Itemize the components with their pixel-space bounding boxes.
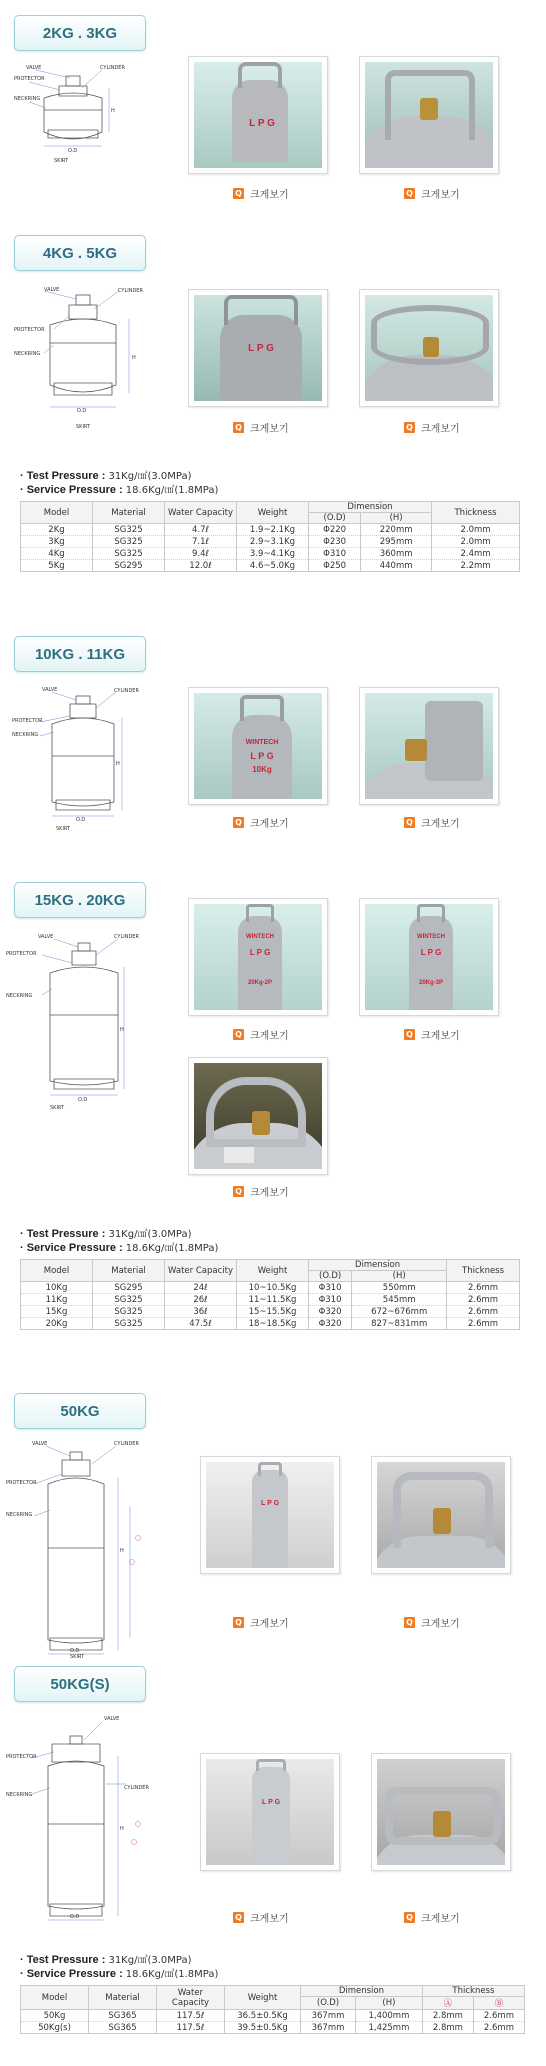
- label-neckring: NECKRING: [6, 1512, 33, 1518]
- table-cell: 20Kg: [21, 1318, 93, 1330]
- zoom-label: 크게보기: [421, 819, 460, 830]
- label-valve: VALVE: [38, 934, 54, 940]
- zoom-label: 크게보기: [250, 1188, 289, 1199]
- table-cell: Φ230: [309, 536, 361, 548]
- table-cell: 12.0ℓ: [165, 560, 237, 572]
- label-neckring: NECKRING: [6, 1792, 33, 1798]
- photo-brand-text: WINTECH: [246, 934, 274, 940]
- label-protector: PROTECTOR: [6, 1480, 37, 1486]
- table-cell: 15~15.5Kg: [237, 1306, 309, 1318]
- service-pressure: · Service Pressure : 18.6Kg/㎠(1.8MPa): [20, 484, 219, 496]
- section-title-10kg-11kg: [14, 636, 146, 672]
- label-h: H: [111, 108, 115, 114]
- magnify-icon: Q: [404, 422, 415, 433]
- table-cell: Φ220: [309, 524, 361, 536]
- table-cell: SG365: [89, 2022, 157, 2034]
- label-cylinder: CYLINDER: [114, 1441, 139, 1447]
- photo-size-text: 20Kg-2P: [247, 980, 272, 986]
- label-cylinder: CYLINDER: [114, 688, 139, 694]
- photo-brand-text: WINTECH: [417, 934, 445, 940]
- table-cell: 11Kg: [21, 1294, 93, 1306]
- table-cell: 545mm: [352, 1294, 447, 1306]
- table-cell: Φ310: [309, 548, 361, 560]
- label-h: H: [120, 1826, 124, 1832]
- table-cell: 2.9~3.1Kg: [237, 536, 309, 548]
- photo-lpg-text: L P G: [261, 1799, 281, 1806]
- col-model: Model: [21, 1260, 93, 1282]
- section-title-text: 2KG . 3KG: [42, 24, 118, 42]
- col-od: (O.D): [301, 1997, 356, 2010]
- photo-2kg-valve[interactable]: [359, 56, 499, 174]
- table-cell: 10~10.5Kg: [237, 1282, 309, 1294]
- spec-table-small: [20, 501, 520, 572]
- label-skirt: SKIRT: [76, 424, 91, 430]
- magnify-icon: Q: [233, 817, 244, 828]
- photo-size-text: 20Kg-3P: [418, 980, 443, 986]
- zoom-label: 크게보기: [250, 424, 289, 435]
- section-title-15kg-20kg: [14, 882, 146, 918]
- table-row: [21, 560, 520, 572]
- col-thickness: Thickness: [447, 1260, 520, 1282]
- label-skirt: SKIRT: [56, 826, 71, 832]
- table-cell: SG295: [93, 1282, 165, 1294]
- table-cell: 7.1ℓ: [165, 536, 237, 548]
- table-cell: 367mm: [301, 2010, 356, 2022]
- table-row: [21, 2022, 525, 2034]
- col-dimension: Dimension: [309, 502, 432, 513]
- col-thickness-b: Ⓑ: [473, 1997, 524, 2010]
- label-protector: PROTECTOR: [6, 951, 37, 957]
- label-h: H: [120, 1548, 124, 1554]
- table-cell: 440mm: [361, 560, 432, 572]
- table-cell: 10Kg: [21, 1282, 93, 1294]
- col-thickness: Thickness: [431, 502, 519, 524]
- zoom-label: 크게보기: [421, 1914, 460, 1925]
- col-material: Material: [89, 1986, 157, 2010]
- label-od: O.D: [76, 817, 86, 823]
- zoom-button[interactable]: [233, 1910, 289, 1925]
- table-cell: 117.5ℓ: [157, 2022, 225, 2034]
- label-valve: VALVE: [26, 65, 42, 71]
- table-cell: 36ℓ: [165, 1306, 237, 1318]
- photo-lpg-text: L P G: [249, 118, 275, 129]
- label-od: O.D: [68, 148, 78, 154]
- spec-table-large: [20, 1985, 525, 2034]
- magnify-icon: Q: [233, 1029, 244, 1040]
- section-title-text: 50KG: [60, 1402, 100, 1420]
- section-title-2kg-3kg: [14, 15, 146, 51]
- photo-size-text: 10Kg: [252, 765, 272, 774]
- col-material: Material: [93, 1260, 165, 1282]
- col-h: (H): [361, 513, 432, 524]
- photo-lpg-text: L P G: [248, 343, 274, 354]
- table-row: [21, 524, 520, 536]
- table-cell: 3Kg: [21, 536, 93, 548]
- col-h: (H): [352, 1271, 447, 1282]
- photo-50kg-front[interactable]: [200, 1456, 340, 1574]
- col-h: (H): [356, 1997, 423, 2010]
- table-cell: 11~11.5Kg: [237, 1294, 309, 1306]
- test-pressure: · Test Pressure : 31Kg/㎠(3.0MPa): [20, 1228, 192, 1240]
- label-valve: VALVE: [32, 1441, 48, 1447]
- table-cell: 2.6mm: [447, 1282, 520, 1294]
- label-h: H: [132, 355, 136, 361]
- zoom-button[interactable]: [404, 186, 460, 201]
- col-water-capacity: Water Capacity: [165, 502, 237, 524]
- table-row: [21, 1306, 520, 1318]
- table-cell: 18~18.5Kg: [237, 1318, 309, 1330]
- zoom-label: 크게보기: [421, 190, 460, 201]
- table-cell: 9.4ℓ: [165, 548, 237, 560]
- cylinder-diagram-2kg: [14, 64, 149, 189]
- label-od: O.D: [70, 1648, 80, 1654]
- label-skirt: SKIRT: [54, 158, 69, 164]
- table-cell: Φ310: [309, 1282, 352, 1294]
- table-cell: 2.0mm: [431, 536, 519, 548]
- test-pressure: · Test Pressure : 31Kg/㎠(3.0MPa): [20, 1954, 192, 1966]
- table-cell: 47.5ℓ: [165, 1318, 237, 1330]
- label-od: O.D: [70, 1914, 80, 1920]
- table-row: [21, 2010, 525, 2022]
- table-cell: 36.5±0.5Kg: [225, 2010, 301, 2022]
- table-cell: Φ320: [309, 1306, 352, 1318]
- zoom-button[interactable]: [233, 815, 289, 830]
- table-cell: SG325: [93, 548, 165, 560]
- label-cylinder: CYLINDER: [118, 288, 143, 294]
- table-cell: 1.9~2.1Kg: [237, 524, 309, 536]
- label-protector: PROTECTOR: [6, 1754, 37, 1760]
- table-cell: 2.2mm: [431, 560, 519, 572]
- zoom-label: 크게보기: [421, 424, 460, 435]
- photo-lpg-text: L P G: [250, 751, 274, 761]
- zoom-button[interactable]: [404, 1027, 460, 1042]
- label-od: O.D: [78, 1097, 88, 1103]
- magnify-icon: Q: [404, 1617, 415, 1628]
- section-title-4kg-5kg: [14, 235, 146, 271]
- col-od: (O.D): [309, 513, 361, 524]
- table-cell: 117.5ℓ: [157, 2010, 225, 2022]
- table-cell: Φ310: [309, 1294, 352, 1306]
- col-weight: Weight: [237, 502, 309, 524]
- service-pressure: · Service Pressure : 18.6Kg/㎠(1.8MPa): [20, 1242, 219, 1254]
- table-cell: 1,425mm: [356, 2022, 423, 2034]
- table-cell: 220mm: [361, 524, 432, 536]
- table-cell: 50Kg(s): [21, 2022, 89, 2034]
- magnify-icon: Q: [233, 1912, 244, 1923]
- photo-lpg-text: L P G: [420, 948, 442, 957]
- label-neckring: NECKRING: [14, 351, 41, 357]
- zoom-button[interactable]: [233, 1615, 289, 1630]
- table-cell: 2.6mm: [447, 1294, 520, 1306]
- table-cell: SG325: [93, 536, 165, 548]
- table-cell: SG325: [93, 1318, 165, 1330]
- table-cell: 50Kg: [21, 2010, 89, 2022]
- table-cell: 2.8mm: [422, 2010, 473, 2022]
- table-cell: SG325: [93, 1294, 165, 1306]
- label-valve: VALVE: [42, 687, 58, 693]
- photo-15kg-valve[interactable]: [188, 1057, 328, 1175]
- photo-20kg-front[interactable]: [359, 898, 499, 1016]
- label-skirt: SKIRT: [50, 1105, 65, 1111]
- table-row: [21, 1282, 520, 1294]
- table-cell: Φ250: [309, 560, 361, 572]
- cylinder-diagram-10kg: [12, 686, 147, 831]
- label-skirt: SKIRT: [70, 1654, 85, 1660]
- photo-10kg-front[interactable]: [188, 687, 328, 805]
- table-cell: 2.0mm: [431, 524, 519, 536]
- table-cell: 4.7ℓ: [165, 524, 237, 536]
- table-cell: 550mm: [352, 1282, 447, 1294]
- table-row: [21, 548, 520, 560]
- test-pressure: · Test Pressure : 31Kg/㎠(3.0MPa): [20, 470, 192, 482]
- zoom-button[interactable]: [233, 1027, 289, 1042]
- zoom-button[interactable]: [404, 1910, 460, 1925]
- spec-table-medium: [20, 1259, 520, 1330]
- table-cell: SG365: [89, 2010, 157, 2022]
- section-title-text: 4KG . 5KG: [42, 244, 118, 262]
- magnify-icon: Q: [404, 1912, 415, 1923]
- table-cell: 15Kg: [21, 1306, 93, 1318]
- zoom-label: 크게보기: [421, 1031, 460, 1042]
- photo-lpg-text: L P G: [260, 1500, 280, 1507]
- label-valve: VALVE: [104, 1716, 120, 1722]
- table-cell: 672~676mm: [352, 1306, 447, 1318]
- table-cell: 1,400mm: [356, 2010, 423, 2022]
- label-cylinder: CYLINDER: [124, 1785, 149, 1791]
- table-cell: 39.5±0.5Kg: [225, 2022, 301, 2034]
- photo-brand-text: WINTECH: [245, 739, 279, 746]
- section-title-50kg-s: [14, 1666, 146, 1702]
- label-h: H: [116, 761, 120, 767]
- cylinder-diagram-15kg: [6, 933, 146, 1113]
- col-model: Model: [21, 502, 93, 524]
- table-cell: SG295: [93, 560, 165, 572]
- table-cell: 827~831mm: [352, 1318, 447, 1330]
- photo-10kg-valve[interactable]: [359, 687, 499, 805]
- zoom-label: 크게보기: [250, 1031, 289, 1042]
- col-weight: Weight: [225, 1986, 301, 2010]
- magnify-icon: Q: [404, 817, 415, 828]
- cylinder-diagram-4kg: [14, 285, 154, 435]
- label-h: H: [120, 1027, 124, 1033]
- label-cylinder: CYLINDER: [100, 65, 125, 71]
- cylinder-diagram-50kg-s: [6, 1712, 156, 1922]
- magnify-icon: Q: [404, 1029, 415, 1040]
- magnify-icon: Q: [233, 188, 244, 199]
- table-cell: 24ℓ: [165, 1282, 237, 1294]
- table-cell: SG325: [93, 524, 165, 536]
- label-cylinder: CYLINDER: [114, 934, 139, 940]
- table-cell: 367mm: [301, 2022, 356, 2034]
- magnify-icon: Q: [233, 422, 244, 433]
- zoom-button[interactable]: [404, 1615, 460, 1630]
- label-neckring: NECKRING: [14, 96, 41, 102]
- table-cell: 2.4mm: [431, 548, 519, 560]
- label-neckring: NECKRING: [6, 993, 33, 999]
- photo-4kg-front[interactable]: [188, 289, 328, 407]
- label-valve: VALVE: [44, 287, 60, 293]
- col-model: Model: [21, 1986, 89, 2010]
- table-cell: 4Kg: [21, 548, 93, 560]
- table-cell: 2.6mm: [447, 1306, 520, 1318]
- table-cell: 26ℓ: [165, 1294, 237, 1306]
- zoom-label: 크게보기: [250, 819, 289, 830]
- table-cell: 2.6mm: [473, 2022, 524, 2034]
- photo-50kg-s-valve[interactable]: [371, 1753, 511, 1871]
- photo-lpg-text: L P G: [249, 948, 271, 957]
- magnify-icon: Q: [233, 1186, 244, 1197]
- section-title-text: 50KG(S): [50, 1675, 110, 1693]
- table-row: [21, 536, 520, 548]
- col-thickness: Thickness: [422, 1986, 524, 1997]
- col-water-capacity: Water Capacity: [165, 1260, 237, 1282]
- photo-50kg-valve[interactable]: [371, 1456, 511, 1574]
- magnify-icon: Q: [404, 188, 415, 199]
- col-material: Material: [93, 502, 165, 524]
- section-title-text: 15KG . 20KG: [34, 891, 126, 909]
- table-cell: 5Kg: [21, 560, 93, 572]
- table-cell: 295mm: [361, 536, 432, 548]
- table-cell: 2.8mm: [422, 2022, 473, 2034]
- col-weight: Weight: [237, 1260, 309, 1282]
- label-neckring: NECKRING: [12, 732, 39, 738]
- label-od: O.D: [77, 408, 87, 414]
- table-cell: 4.6~5.0Kg: [237, 560, 309, 572]
- zoom-button[interactable]: [404, 815, 460, 830]
- table-cell: 2.6mm: [473, 2010, 524, 2022]
- col-thickness-a: Ⓐ: [422, 1997, 473, 2010]
- table-cell: 2.6mm: [447, 1318, 520, 1330]
- table-cell: SG325: [93, 1306, 165, 1318]
- zoom-label: 크게보기: [250, 190, 289, 201]
- col-od: (O.D): [309, 1271, 352, 1282]
- photo-15kg-front[interactable]: [188, 898, 328, 1016]
- table-cell: 360mm: [361, 548, 432, 560]
- zoom-label: 크게보기: [421, 1619, 460, 1630]
- table-row: [21, 1294, 520, 1306]
- zoom-button[interactable]: [233, 420, 289, 435]
- col-dimension: Dimension: [301, 1986, 423, 1997]
- photo-2kg-front[interactable]: [188, 56, 328, 174]
- table-row: [21, 1318, 520, 1330]
- col-water-capacity: Water Capacity: [157, 1986, 225, 2010]
- photo-4kg-valve[interactable]: [359, 289, 499, 407]
- zoom-label: 크게보기: [250, 1619, 289, 1630]
- zoom-button[interactable]: [233, 186, 289, 201]
- service-pressure: · Service Pressure : 18.6Kg/㎠(1.8MPa): [20, 1968, 219, 1980]
- col-dimension: Dimension: [309, 1260, 447, 1271]
- zoom-button[interactable]: [233, 1184, 289, 1199]
- photo-50kg-s-front[interactable]: [200, 1753, 340, 1871]
- section-title-text: 10KG . 11KG: [34, 645, 126, 663]
- label-protector: PROTECTOR: [14, 76, 45, 82]
- cylinder-diagram-50kg: [6, 1438, 156, 1658]
- label-protector: PROTECTOR: [14, 327, 45, 333]
- section-title-50kg: [14, 1393, 146, 1429]
- table-cell: 3.9~4.1Kg: [237, 548, 309, 560]
- table-cell: Φ320: [309, 1318, 352, 1330]
- zoom-button[interactable]: [404, 420, 460, 435]
- magnify-icon: Q: [233, 1617, 244, 1628]
- table-cell: 2Kg: [21, 524, 93, 536]
- label-protector: PROTECTOR: [12, 718, 43, 724]
- zoom-label: 크게보기: [250, 1914, 289, 1925]
